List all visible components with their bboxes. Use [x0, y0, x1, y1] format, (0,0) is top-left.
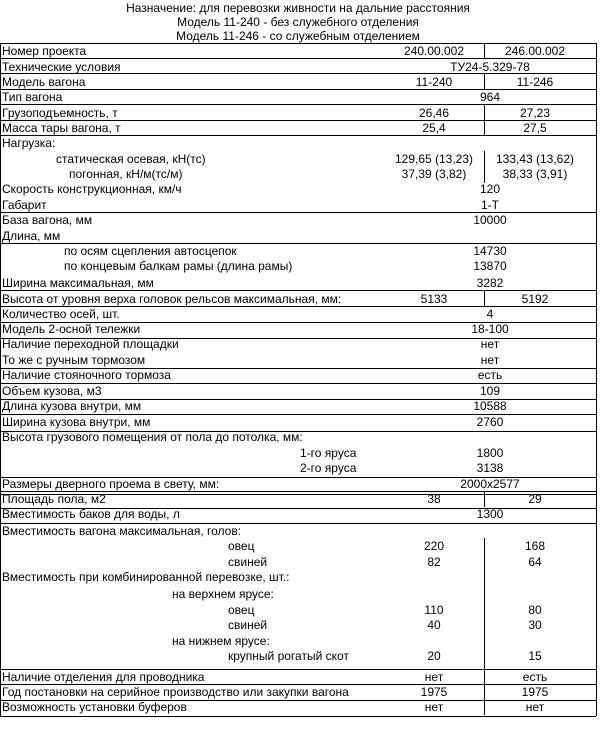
row-value-model-11-246: 27,23: [519, 106, 551, 120]
model-column-divider: [484, 166, 485, 182]
table-row-divider: [0, 306, 596, 307]
row-label: свиней: [228, 555, 268, 569]
row-value-model-11-246: 30: [528, 618, 542, 632]
row-label: База вагона, мм: [2, 213, 93, 227]
row-value-model-11-246: нет: [525, 700, 545, 714]
row-value: нет: [480, 337, 500, 351]
row-value: 14730: [473, 244, 507, 258]
row-label: Габарит: [2, 198, 47, 212]
row-value-model-11-246: 168: [524, 539, 546, 553]
row-value: 4: [486, 307, 494, 321]
row-label: Длина, мм: [2, 229, 61, 243]
row-label: Наличие отделения для проводника: [2, 670, 205, 684]
table-row-divider: [0, 290, 596, 291]
table-row-divider: [0, 684, 596, 685]
row-label: свиней: [228, 618, 268, 632]
table-border: [0, 43, 1, 716]
purpose-title: Назначение: для перевозки живности на дальние расстояния: [126, 1, 470, 15]
table-row-divider: [0, 368, 596, 369]
table-row-divider: [0, 89, 596, 90]
row-value-model-11-240: 110: [424, 603, 444, 617]
row-value-model-11-240: 20: [427, 649, 441, 663]
row-value-model-11-240: 25,4: [422, 121, 446, 135]
row-value-model-11-246: 246.00.002: [504, 44, 566, 58]
row-label: Модель вагона: [2, 75, 86, 89]
row-value-model-11-246: 1975: [521, 685, 549, 699]
table-row-divider: [0, 338, 596, 339]
row-label: крупный рогатый скот: [228, 649, 349, 663]
row-label: Вместимость при комбинированной перевозке, шт.:: [2, 570, 290, 584]
table-row-divider: [0, 104, 596, 105]
table-row-divider: [0, 508, 596, 509]
row-label: Вместимость вагона максимальная, голов:: [2, 524, 242, 538]
table-row-divider: [0, 494, 596, 495]
row-value-model-11-246: 133,43 (13,62): [495, 152, 575, 166]
table-row-divider: [0, 73, 596, 74]
model-column-divider: [484, 74, 485, 90]
row-label: Ширина кузова внутри, мм: [2, 415, 151, 429]
row-label: Масса тары вагона, т: [2, 121, 121, 135]
table-row-divider: [0, 383, 596, 384]
table-row-divider: [0, 491, 596, 492]
row-label: на верхнем ярусе:: [172, 587, 274, 601]
row-label: Скорость конструкционная, км/ч: [2, 182, 182, 196]
row-value-model-11-240: 240.00.002: [403, 44, 465, 58]
row-value-model-11-246: есть: [522, 670, 548, 684]
row-label: Тип вагона: [2, 90, 63, 104]
row-label: Год постановки на серийное производство или закупки вагона: [2, 685, 349, 699]
row-label: Высота от уровня верха головок рельсов максимальная, мм:: [2, 292, 342, 306]
row-value-model-11-246: 15: [528, 649, 542, 663]
row-value-model-11-240: 220: [423, 539, 445, 553]
table-row-divider: [0, 135, 596, 136]
row-label: Технические условия: [2, 60, 121, 74]
row-label: на нижнем ярусе:: [172, 634, 270, 648]
row-value-model-11-240: 37,39 (3,82): [401, 167, 467, 181]
row-value-model-11-246: 11-246: [516, 75, 554, 89]
table-row-divider: [0, 58, 596, 59]
row-value: 964: [479, 90, 501, 104]
row-label: Возможность установки буферов: [2, 700, 187, 714]
row-label: Номер проекта: [2, 44, 87, 58]
row-value-model-11-240: нет: [424, 670, 444, 684]
model-column-divider: [484, 291, 485, 307]
row-label: Размеры дверного проема в свету, мм:: [2, 477, 220, 491]
row-label: Ширина максимальная, мм: [2, 276, 154, 290]
table-row-divider: [0, 669, 596, 670]
row-label: То же с ручным тормозом: [2, 353, 146, 367]
row-value: 10000: [473, 213, 507, 227]
row-value-model-11-240: 1975: [420, 685, 448, 699]
row-value-model-11-240: 11-240: [415, 75, 453, 89]
row-label: погонная, кН/м(тс/м): [69, 167, 183, 181]
row-value: нет: [480, 353, 500, 367]
table-row-divider: [0, 243, 596, 244]
row-value: ТУ24-5.329-78: [450, 60, 530, 74]
row-value: 120: [479, 182, 501, 196]
row-label: по осям сцепления автосцепок: [64, 244, 237, 258]
row-label: Высота грузового помещения от пола до потолка, мм:: [2, 430, 303, 444]
table-row-divider: [0, 431, 596, 432]
row-label: овец: [228, 603, 255, 617]
row-value-model-11-240: 38: [427, 492, 441, 506]
row-label: Грузоподъемность, т: [2, 106, 118, 120]
row-value-model-11-246: 64: [528, 555, 542, 569]
row-label: Объем кузова, м3: [2, 384, 102, 398]
table-row-divider: [0, 399, 596, 400]
model-column-divider: [484, 669, 485, 685]
table-row-divider: [0, 700, 596, 701]
row-value-model-11-246: 5192: [521, 292, 549, 306]
row-label: Наличие стояночного тормоза: [2, 368, 171, 382]
table-row-divider: [0, 716, 596, 717]
row-label: Площадь пола, м2: [2, 492, 106, 506]
model-column-divider: [484, 120, 485, 136]
row-label: овец: [228, 539, 255, 553]
row-value-model-11-240: 26,46: [418, 106, 450, 120]
row-label: статическая осевая, кН(тс): [56, 152, 206, 166]
row-value: 109: [479, 384, 501, 398]
row-value: 18-100: [471, 322, 509, 336]
table-row-divider: [0, 120, 596, 121]
row-label: Наличие переходной площадки: [2, 337, 179, 351]
model-column-divider: [484, 43, 485, 59]
row-label: Модель 2-осной тележки: [2, 322, 141, 336]
row-value: 1800: [476, 446, 504, 460]
row-value: 13870: [473, 259, 507, 273]
row-label: 1-го яруса: [300, 446, 357, 460]
row-value-model-11-240: нет: [424, 700, 444, 714]
row-value-model-11-240: 129,65 (13,23): [394, 152, 474, 166]
model-column-divider: [484, 569, 485, 669]
row-label: Количество осей, шт.: [2, 307, 120, 321]
row-value-model-11-246: 38,33 (3,91): [502, 167, 568, 181]
model-11-240-title: Модель 11-240 - без служебного отделения: [177, 15, 419, 29]
row-value-model-11-246: 27,5: [523, 121, 547, 135]
table-border: [596, 43, 597, 716]
row-value-model-11-240: 82: [427, 555, 441, 569]
row-label: Нагрузка:: [2, 136, 56, 150]
row-value: 2000х2577: [460, 477, 520, 491]
row-value: 2760: [476, 415, 504, 429]
row-label: по концевым балкам рамы (длина рамы): [64, 259, 293, 273]
table-row-divider: [0, 414, 596, 415]
model-column-divider: [484, 491, 485, 507]
row-value-model-11-240: 40: [427, 618, 441, 632]
model-column-divider: [484, 699, 485, 715]
table-row-divider: [0, 212, 596, 213]
row-value: 10588: [473, 399, 507, 413]
row-label: Длина кузова внутри, мм: [2, 399, 142, 413]
row-value: 1-Т: [481, 198, 499, 212]
table-row-divider: [0, 477, 596, 478]
table-row-divider: [0, 523, 596, 524]
row-value-model-11-246: 80: [528, 603, 542, 617]
row-value: 3138: [476, 461, 504, 475]
table-row-divider: [0, 43, 596, 44]
table-row-divider: [0, 322, 596, 323]
row-value: 3282: [476, 276, 504, 290]
model-column-divider: [484, 684, 485, 700]
row-value-model-11-240: 5133: [420, 292, 448, 306]
row-value: есть: [477, 368, 503, 382]
model-column-divider: [484, 105, 485, 121]
row-value-model-11-246: 29: [528, 492, 542, 506]
row-label: Вместимость баков для воды, л: [2, 507, 180, 521]
row-value: 1300: [476, 507, 504, 521]
row-label: 2-го яруса: [300, 461, 357, 475]
model-11-246-title: Модель 11-246 - со служебным отделением: [176, 29, 420, 43]
model-column-divider: [484, 554, 485, 570]
